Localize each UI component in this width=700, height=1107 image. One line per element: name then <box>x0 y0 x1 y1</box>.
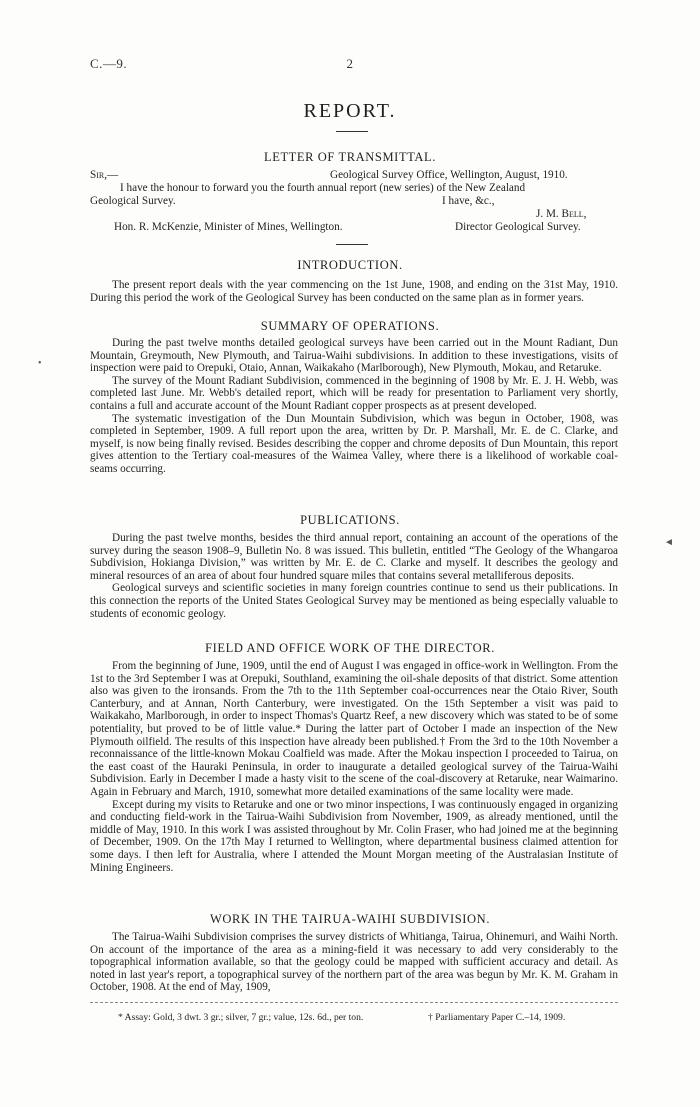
letter-rule <box>336 244 368 245</box>
letter-body-line1: I have the honour to forward you the fourth annual report (new series) of the New Zealand <box>120 182 526 194</box>
margin-arrow-mark: ◄ <box>664 537 674 548</box>
footnote-rule <box>90 1002 618 1003</box>
page-number: 2 <box>346 56 354 71</box>
footnote-assay: * Assay: Gold, 3 dwt. 3 gr.; silver, 7 gr.; value, 12s. 6d., per ton. <box>118 1012 364 1023</box>
paragraph: From the beginning of June, 1909, until the end of August I was engaged in office-work in Wellington. From the 1st to the 3rd September I was at Orepuki, Southland, examining the oil-shale deposits of that district. Some attention also was given to the ironsands. From the 7th to the 11th September coal-occurrences near the Otaio River, South Canterbury, and at Annan, North Canterbury, were investigated. On the 15th September a visit was paid to Waikakaho, Marlborough, in order to inspect Thomas's Quartz Reef, a new discovery which was stated to be of some potentiality, but proved to be of little value.* During the latter part of October I made an inspection of the New Plymouth oilfield. The results of this inspection have already been published.† From the 3rd to the 10th November a reconnaissance of the little-known Mokau Coalfield was made. After the Mokau inspection I proceeded to Tairua, on the east coast of the Hauraki Peninsula, in order to inaugurate a detailed geological survey of the Tairua-Waihi Subdivision. Early in December I made a hasty visit to the scene of the coal-discovery at Retaruke, near Waimarino. Again in February and March, 1910, somewhat more detailed examinations of the same locality were made. <box>90 660 618 798</box>
tairua-text <box>90 931 618 994</box>
letter-signatory-title: Director Geological Survey. <box>455 221 581 233</box>
paragraph: The Tairua-Waihi Subdivision comprises the survey districts of Whitianga, Tairua, Ohinemuri, and Waihi North. On account of the importance of the area as a mining-field it was necessary to add very considerably to the topographical information available, so that the geology could be mapped with sufficient accuracy and detail. As noted in last year's report, a topographical survey of the northern part of the area was begun by Mr. K. M. Graham in October, 1908. At the end of May, 1909, <box>90 931 618 994</box>
report-title: REPORT. <box>303 100 397 122</box>
publications-heading: PUBLICATIONS. <box>300 513 400 527</box>
letter-signature: J. M. Bell, <box>536 208 587 220</box>
letter-body-line2: Geological Survey. <box>90 195 176 207</box>
summary-text <box>90 337 618 476</box>
letter-closing: I have, &c., <box>442 195 495 207</box>
field-work-heading: FIELD AND OFFICE WORK OF THE DIRECTOR. <box>205 641 495 655</box>
publications-text <box>90 532 618 620</box>
title-rule <box>336 131 368 132</box>
summary-heading: SUMMARY OF OPERATIONS. <box>260 319 440 333</box>
introduction-heading: INTRODUCTION. <box>297 258 403 272</box>
field-work-text <box>90 660 618 874</box>
paragraph: Except during my visits to Retaruke and one or two minor inspections, I was continuously engaged in organizing and conducting field-work in the Tairua-Waihi Subdivision from November, 1909, as already mentioned, until the middle of May, 1910. In this work I was assisted throughout by Mr. Colin Fraser, who had joined me at the beginning of December, 1909. On the 17th May I returned to Wellington, where departmental business claimed attention for some days. I then left for Australia, where I attended the Mount Morgan meeting of the Australasian Institute of Mining Engineers. <box>90 798 618 874</box>
introduction-text <box>90 279 618 304</box>
paragraph: Geological surveys and scientific societies in many foreign countries continue to send us their publications. In this connection the reports of the United States Geological Survey may be mentioned as being especially valuable to students of economic geology. <box>90 582 618 620</box>
paragraph: During the past twelve months detailed geological surveys have been carried out in the Mount Radiant, Dun Mountain, Greymouth, New Plymouth, and Tairua-Waihi subdivisions. In addition to these investigations, visits of inspection were paid to Orepuki, Otaio, Annan, Waikakaho (Marlborough), New Plymouth, Mokau, and Retaruke. <box>90 337 618 375</box>
paragraph: During the past twelve months, besides the third annual report, containing an account of the operations of the survey during the season 1908–9, Bulletin No. 8 was issued. This bulletin, entitled “The Geology of the Whangaroa Subdivision, Hokianga Division,” was written by Mr. E. de C. Clarke and myself. It describes the geology and mineral resources of an area of about four hundred square miles that contains several metalliferous deposits. <box>90 532 618 582</box>
margin-dot-mark: • <box>38 358 42 369</box>
letter-addressee: Hon. R. McKenzie, Minister of Mines, Wellington. <box>114 221 343 233</box>
paragraph: The systematic investigation of the Dun Mountain Subdivision, which was begun in October, 1908, was completed in September, 1909. A full report upon the area, written by Dr. P. Marshall, Mr. E. de C. Clarke, and myself, is now being finally revised. Besides describing the copper and chrome deposits of Dun Mountain, this report gives attention to the Tertiary coal-measures of the Waimea Valley, where there is a likelihood of workable coal-seams occurring. <box>90 412 618 475</box>
paragraph: The survey of the Mount Radiant Subdivision, commenced in the beginning of 1908 by Mr. E. J. H. Webb, was completed last June. Mr. Webb's detailed report, which will be ready for presentation to Parliament very shortly, contains a full and accurate account of the Mount Radiant copper prospects as at present developed. <box>90 374 618 412</box>
paper-reference: C.—9. <box>90 56 128 71</box>
letter-place-date: Geological Survey Office, Wellington, August, 1910. <box>330 169 568 181</box>
tairua-heading: WORK IN THE TAIRUA-WAIHI SUBDIVISION. <box>209 912 491 926</box>
letter-heading: LETTER OF TRANSMITTAL. <box>263 150 437 164</box>
paragraph: The present report deals with the year commencing on the 1st June, 1908, and ending on the 31st May, 1910. During this period the work of the Geological Survey has been conducted on the same plan as in former years. <box>90 279 618 304</box>
footnote-paper: † Parliamentary Paper C.–14, 1909. <box>428 1012 566 1023</box>
letter-salutation: Sir,— <box>90 169 119 181</box>
